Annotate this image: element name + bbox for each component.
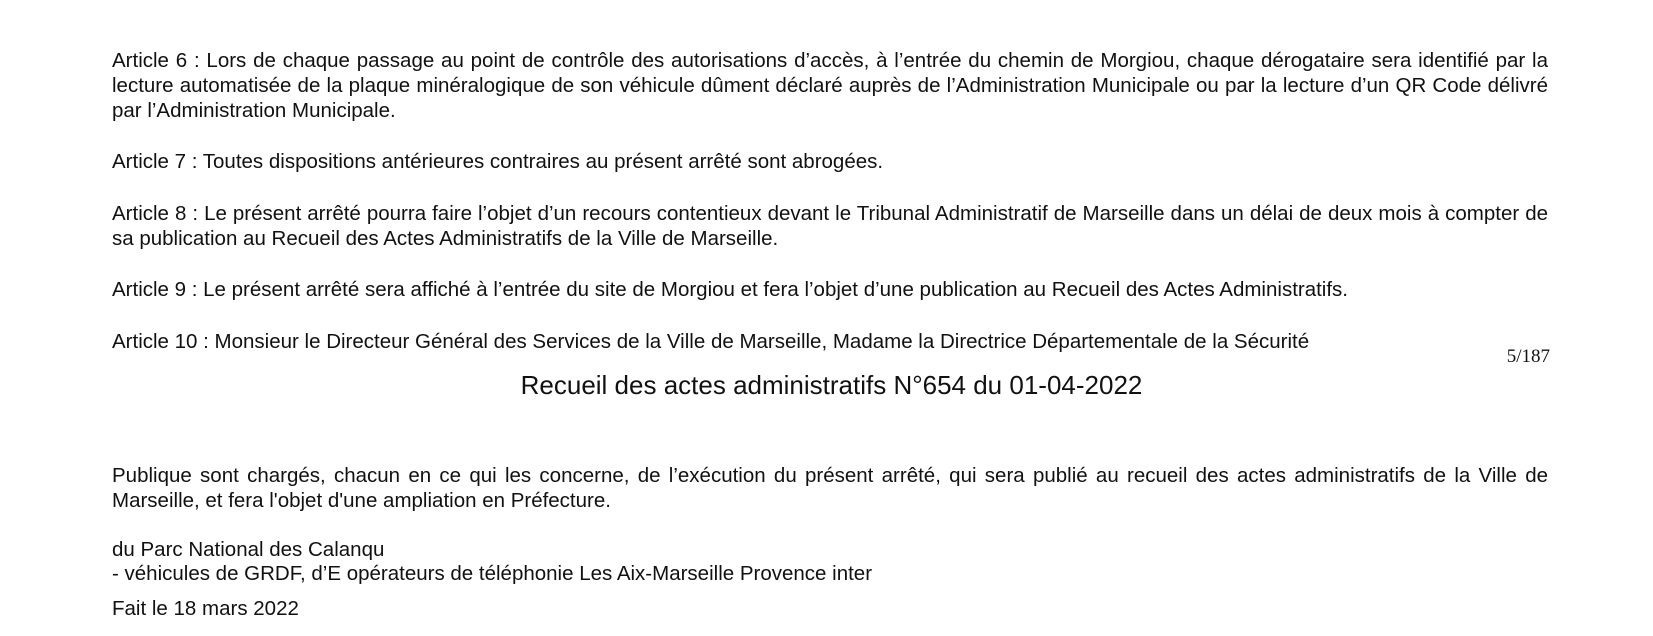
- continuation-paragraph: Publique sont chargés, chacun en ce qui les concerne, de l’exécution du présent arrêté, qui sera publié au recueil des actes administratifs de la Ville de Marseille, et fera l'objet d'une ampliation en Préfecture.: [112, 463, 1548, 512]
- article-8-paragraph: Article 8 : Le présent arrêté pourra faire l’objet d’un recours contentieux devant le Tribunal Administratif de Marseille dans un délai de deux mois à compter de sa publication au Recueil des Actes Administratifs de la Ville de Marseille.: [112, 201, 1548, 250]
- vehicules-line: - véhicules de GRDF, d’E opérateurs de téléphonie Les Aix-Marseille Provence inter: [112, 562, 873, 585]
- article-6-paragraph: Article 6 : Lors de chaque passage au point de contrôle des autorisations d’accès, à l’entrée du chemin de Morgiou, chaque dérogataire sera identifié par la lecture automatisée de la plaque minéralogique de son véhicule dûment déclaré auprès de l’Administration Municipale ou par la lecture d’un QR Code délivré par l’Administration Municipale.: [112, 48, 1548, 122]
- article-9-paragraph: Article 9 : Le présent arrêté sera affiché à l’entrée du site de Morgiou et fera l’objet d’une publication au Recueil des Actes Administratifs.: [112, 277, 1349, 301]
- page-number: 5/187: [1506, 346, 1550, 367]
- article-10-paragraph: Article 10 : Monsieur le Directeur Général des Services de la Ville de Marseille, Madame la Directrice Départementale de la Sécurité: [112, 329, 1310, 353]
- article-7-paragraph: Article 7 : Toutes dispositions antérieures contraires au présent arrêté sont abrogées.: [112, 149, 884, 173]
- parc-national-line: du Parc National des Calanqu: [112, 538, 385, 561]
- bulletin-title: Recueil des actes administratifs N°654 du 01-04-2022: [520, 370, 1143, 400]
- signature-date: Fait le 18 mars 2022: [112, 597, 299, 620]
